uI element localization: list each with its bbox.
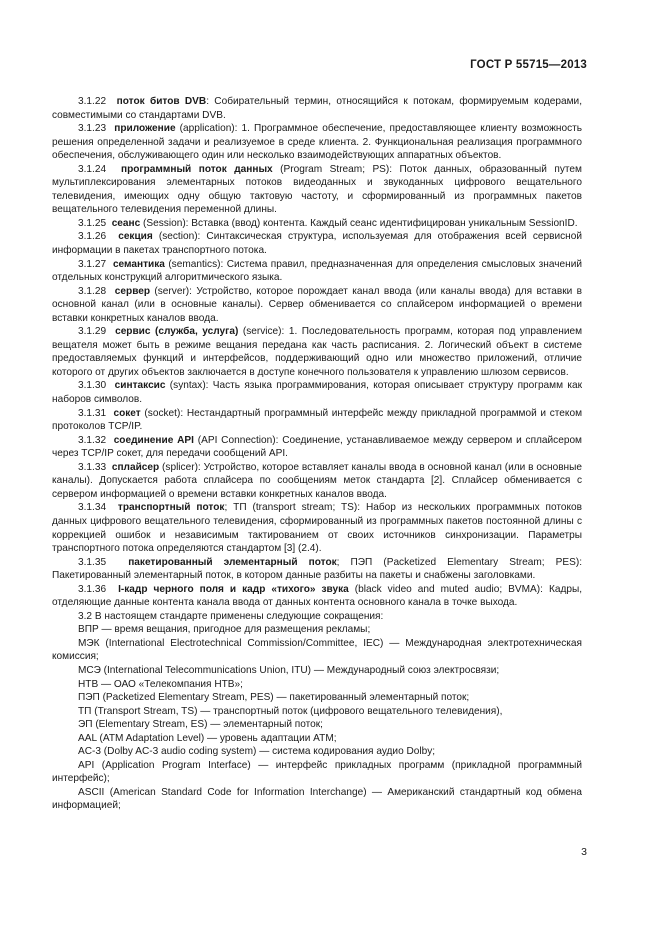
definition-term: сервис (служба, услуга) [115,326,239,338]
definition-3-1-26: 3.1.26 секция (section): Синтаксическая структура, используемая для отображения всей сервисной информации в пакетах транспортного потока. [52,231,582,257]
abbreviation-item: ТП (Transport Stream, TS) — транспортный поток (цифрового вещательного телевидения), [78,705,503,717]
abbreviation-item: ASCII (American Standard Code for Information Interchange) — Американский стандартный код обмена информацией; [52,786,582,812]
definition-term: сервер [114,285,151,297]
definition-3-1-25: 3.1.25 сеанс (Session): Вставка (ввод) контента. Каждый сеанс идентифицирован уникальным SessionID. [78,217,578,229]
definition-term: транспортный поток [117,502,225,514]
definition-3-1-23: 3.1.23 приложение (application): 1. Программное обеспечение, предоставляющее клиенту возможность решения определенной задачи и реализуемое в среде клиента. 2. Функциональная реализация программного обеспечения, обслуживающего один или несколько взаимодействующих аппаратных объектов. [52,123,582,162]
definition-3-1-27: 3.1.27 семантика (semantics): Система правил, предназначенная для определения смысловых значений отдельных конструкций алгоритмического языка. [52,258,582,284]
definition-term: пакетированный элементарный поток [128,556,337,568]
definition-3-1-29: 3.1.29 сервис (служба, услуга) (service): 1. Последовательность программ, которая под управлением вещателя может быть в режиме вещания передана как часть расписания. 2. Логический объект в системе предоставляемых функций и интерфейсов, поддерживающий одно или множество приложений, отличие которого от других объектов заключается в доступе конечного пользователя к управлению шлюзом сервисов. [52,326,583,378]
abbreviation-item: API (Application Program Interface) — интерфейс прикладных программ (прикладной программный интерфейс); [52,759,582,785]
abbreviation-item: НТВ — ОАО «Телекомпания НТВ»; [78,678,243,690]
definition-3-1-30: 3.1.30 синтаксис (syntax): Часть языка программирования, которая описывает структуру программ как наборов символов. [52,380,583,406]
document-standard-header: ГОСТ Р 55715—2013 [470,59,587,71]
definition-term: I-кадр черного поля и кадр «тихого» звука [118,583,349,595]
definition-term: синтаксис [114,380,166,392]
abbreviation-item: МСЭ (International Telecommunications Union, ITU) — Международный союз электросвязи; [78,664,500,676]
definition-3-1-22: 3.1.22 поток битов DVB: Собирательный термин, относящийся к потокам, формируемым кодерами, совместимыми со стандартами DVB. [52,96,582,121]
document-body [52,95,582,813]
abbreviation-item: AAL (ATM Adaptation Level) — уровень адаптации ATM; [78,732,337,744]
definition-3-1-24: 3.1.24 программный поток данных (Program Stream; PS): Поток данных, образованный путем мультиплексирования элементарных потоков видеоданных и звукоданных цифрового вещательного телевидения, имеющих одну общую тактовую частоту, и сформированный из программных пакетов вещательного телевидения переменной длины. [52,163,582,216]
abbreviation-item: ПЭП (Packetized Elementary Stream, PES) — пакетированный элементарный поток; [78,692,470,704]
definition-term: соединение API [113,434,194,446]
definition-3-1-32: 3.1.32 соединение API (API Connection): Соединение, устанавливаемое между сервером и сплайсером через TCP/IP сокет, для передачи сообщений API. [52,434,583,460]
abbreviations-intro: 3.2 В настоящем стандарте применены следующие сокращения: [78,610,384,622]
definition-term: сеанс [111,217,141,229]
abbreviation-item: AC-3 (Dolby AC-3 audio coding system) — система кодирования аудио Dolby; [78,746,436,758]
definition-3-1-36: 3.1.36 I-кадр черного поля и кадр «тихого» звука (black video and muted audio; BVMA): Кадры, отделяющие данные контента канала ввода от данных контента основного канала в точке выхода. [52,583,583,609]
page-number: 3 [581,846,587,858]
definition-3-1-34: 3.1.34 транспортный поток; ТП (transport stream; TS): Набор из нескольких программных потоков данных цифрового вещательного телевидения, сформированный из программных пакетов постоянной длины с коррекцией ошибок и независимым тактированием от своих источников синхронизации. Параметры транспортного потока определяются стандартом [3] (2.4). [52,502,583,555]
abbreviation-item: ВПР — время вещания, пригодное для размещения рекламы; [78,624,371,636]
definition-term: семантика [112,258,165,270]
definition-term: секция [118,231,153,243]
abbreviation-item: МЭК (International Electrotechnical Commission/Committee, IEC) — Международная электротехническая комиссия; [52,637,582,663]
definition-term: поток битов DVB [116,96,207,107]
definition-term: сплайсер [111,461,160,473]
abbreviation-item: ЭП (Elementary Stream, ES) — элементарный поток; [78,719,323,731]
definition-3-1-31: 3.1.31 сокет (socket): Нестандартный программный интерфейс между прикладной программой и стеком протоколов TCP/IP. [52,407,583,433]
definition-3-1-28: 3.1.28 сервер (server): Устройство, которое порождает канал ввода (или каналы ввода) для вставки в основной канал (или в основные каналы). Сервер обменивается со сплайсером информацией о времени вставки конкретных каналов ввода. [52,285,583,324]
definition-3-1-33: 3.1.33 сплайсер (splicer): Устройство, которое вставляет каналы ввода в основной канал (или в основные каналы). Допускается работа сплайсера по сообщениям меток стандарта [2]. Сплайсер обменивается с сервером информацией о времени вставки конкретных каналов ввода. [52,461,582,500]
definition-term: программный поток данных [121,163,273,175]
definition-term: сокет [113,407,141,419]
definition-term: приложение [114,123,176,135]
definition-3-1-35: 3.1.35 пакетированный элементарный поток; ПЭП (Packetized Elementary Stream; PES): Пакетированный элементарный поток, в котором данные разбиты на пакеты и снабжены заголовками. [52,556,582,582]
